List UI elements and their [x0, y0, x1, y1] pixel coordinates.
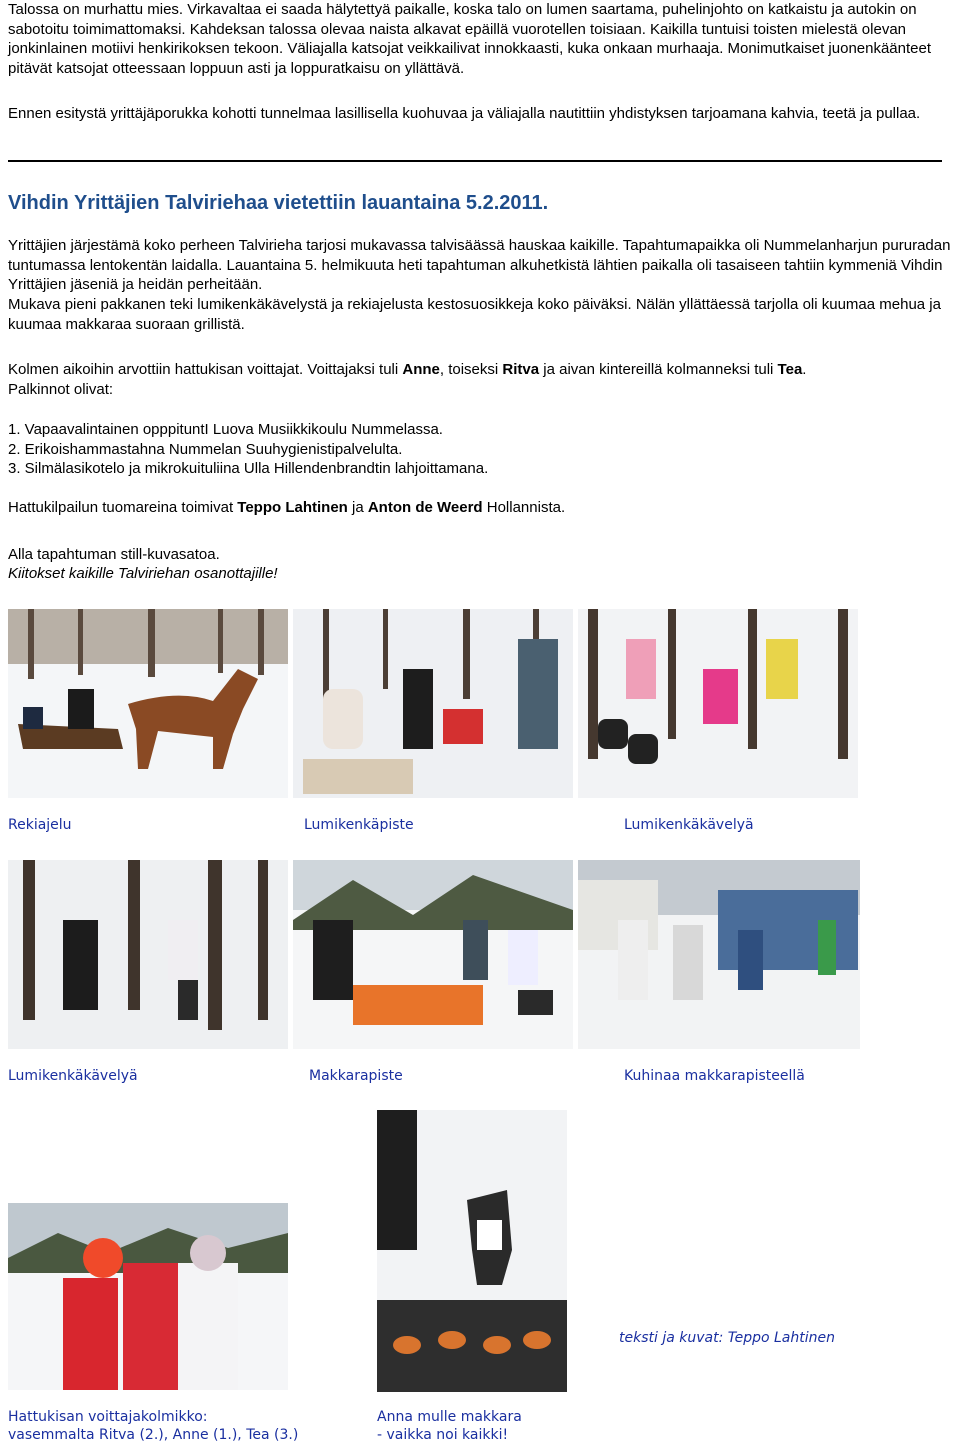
winners-paragraph: Kolmen aikoihin arvottiin hattukisan voittajat. Voittajaksi tuli Anne, toiseksi Ritva ja aivan kintereillä kolmanneksi tuli Tea. Palkinnot olivat:	[8, 361, 807, 398]
article-paragraph-2: Mukava pieni pakkanen teki lumikenkäkävelystä ja rekiajelusta kestosuosikkeja koko päiväksi. Nälän yllättäessä tarjolla oli kuumaa mehua ja kuumaa makkaraa suoraan grillistä.	[8, 296, 941, 333]
winner-anne: Anne	[402, 361, 440, 378]
photo-credit: teksti ja kuvat: Teppo Lahtinen	[619, 1330, 835, 1346]
prize-1: 1. Vapaavalintainen opppituntI Luova Musiikkikoulu Nummelassa.	[8, 421, 443, 438]
thanks-note: Kiitokset kaikille Talviriehan osanottajille!	[8, 565, 278, 582]
photo-hat-winners[interactable]	[8, 1203, 288, 1390]
slideshow-note: Alla tapahtuman still-kuvasatoa.	[8, 546, 220, 563]
intro-paragraph-2: Ennen esitystä yrittäjäporukka kohotti tunnelmaa lasillisella kuohuvaa ja väliajalla nautittiin yhdistyksen tarjoamana kahvia, teetä ja pullaa.	[8, 105, 921, 122]
caption-winners-line-1: Hattukisan voittajakolmikko:	[8, 1409, 208, 1425]
photo-busy-sausage-station[interactable]	[578, 860, 860, 1049]
caption-makkara-line-1: Anna mulle makkara	[377, 1409, 522, 1425]
section-divider	[8, 160, 942, 162]
caption-lumikenkapiste: Lumikenkäpiste	[304, 817, 414, 833]
caption-lumikenkakavely-2: Lumikenkäkävelyä	[8, 1068, 138, 1084]
judge-anton: Anton de Weerd	[367, 499, 483, 516]
prize-2: 2. Erikoishammastahna Nummelan Suuhygienistipalvelulta.	[8, 441, 403, 458]
photo-snowshoe-walk-1[interactable]	[578, 609, 858, 798]
judge-teppo: Teppo Lahtinen	[237, 499, 348, 516]
photo-snowshoe-station[interactable]	[293, 609, 573, 798]
article-paragraph-1: Yrittäjien järjestämä koko perheen Talvirieha tarjosi mukavassa talvisäässä hauskaa kaikille. Tapahtumapaikka oli Nummelanharjun pururadan tuntumassa lentokentän laidalla. Lauantaina 5. helmikuuta heti tapahtuman alkuhetkistä lähtien paikalla oli tasaiseen tahtiin kymmeniä Vihdin Yrittäjien jäseniä ja heidän perheitään.	[8, 237, 951, 293]
caption-makkara-line-2: - vaikka noi kaikki!	[377, 1427, 509, 1443]
photo-sausage-station[interactable]	[293, 860, 573, 1049]
winner-ritva: Ritva	[502, 361, 540, 378]
caption-lumikenkakavely-1: Lumikenkäkävelyä	[624, 817, 754, 833]
photo-dog-sausage[interactable]	[377, 1110, 567, 1392]
judges-paragraph: Hattukilpailun tuomareina toimivat Teppo Lahtinen ja Anton de Weerd Hollannista.	[8, 499, 566, 516]
photo-snowshoe-walk-2[interactable]	[8, 860, 288, 1049]
intro-paragraph-1: Talossa on murhattu mies. Virkavaltaa ei saada hälytettyä paikalle, koska talo on lumen saartama, puhelinjohto on katkaistu ja autokin on sabotoitu toimimattomaksi. Kahdeksan talossa olevaa naista alkavat epäillä vuorotellen toisiaan. Kaikilla tuntuisi toisten mielestä olevan jonkinlainen motiivi henkirikoksen tekoon. Väliajalla katsojat veikkailivat innokkaasti, kuka onkaan murhaaja. Monimutkaiset juonenkäänteet pitävät katsojat otteessaan loppuun asti ja loppuratkaisu on yllättävä.	[8, 1, 932, 77]
prize-3: 3. Silmälasikotelo ja mikrokuituliina Ulla Hillendenbrandtin lahjoittamana.	[8, 460, 489, 477]
caption-makkarapiste: Makkarapiste	[309, 1068, 403, 1084]
caption-rekiajelu: Rekiajelu	[8, 817, 72, 833]
article-heading: Vihdin Yrittäjien Talviriehaa vietettiin lauantaina 5.2.2011.	[8, 192, 549, 214]
caption-winners-line-2: vasemmalta Ritva (2.), Anne (1.), Tea (3.)	[8, 1427, 299, 1443]
photo-sleigh-ride[interactable]	[8, 609, 288, 798]
winner-tea: Tea	[777, 361, 803, 378]
caption-kuhinaa: Kuhinaa makkarapisteellä	[624, 1068, 805, 1084]
prizes-label: Palkinnot olivat:	[8, 380, 114, 398]
